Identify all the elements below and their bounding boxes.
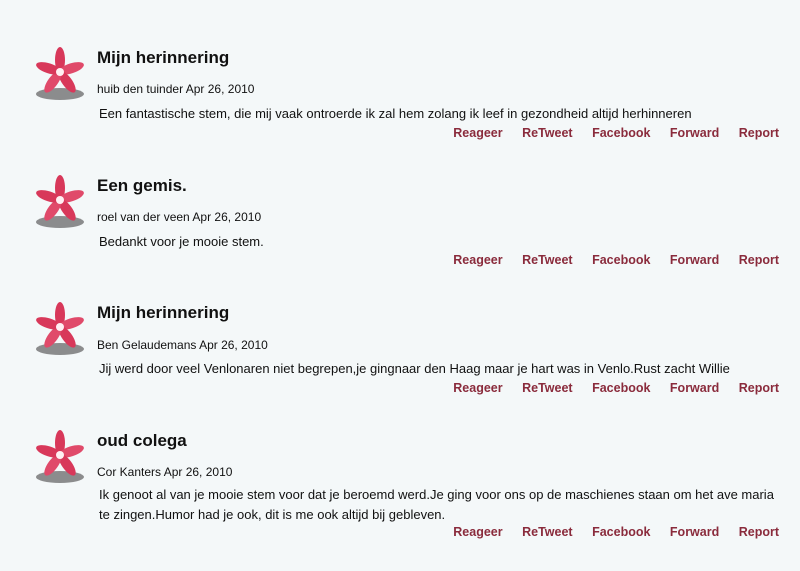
report-link[interactable]: Report [738, 126, 779, 140]
comment-meta [97, 465, 232, 479]
comment-author: roel van der veen [97, 210, 190, 224]
forward-link[interactable]: Forward [669, 525, 720, 539]
comment-text: Bedankt voor je mooie stem. [99, 234, 264, 249]
retweet-link[interactable]: ReTweet [522, 381, 573, 395]
comment-title: oud colega [97, 431, 187, 450]
flower-avatar-icon [30, 172, 90, 232]
comment-author: Ben Gelaudemans [97, 338, 197, 352]
facebook-link[interactable]: Facebook [592, 381, 651, 395]
report-link[interactable]: Report [738, 525, 779, 539]
comment-actions [437, 126, 779, 140]
comment-title: Mijn herinnering [97, 48, 230, 67]
reply-link[interactable]: Reageer [453, 525, 503, 539]
forward-link[interactable]: Forward [669, 126, 720, 140]
facebook-link[interactable]: Facebook [592, 525, 651, 539]
retweet-link[interactable]: ReTweet [522, 126, 573, 140]
comment-date: Apr 26, 2010 [185, 82, 255, 96]
flower-avatar-icon [30, 44, 90, 104]
flower-avatar-icon [30, 427, 90, 487]
facebook-link[interactable]: Facebook [592, 126, 651, 140]
comment-text: Ik genoot al van je mooie stem voor dat je beroemd werd.Je ging voor ons op de maschienes staan om het ave maria te zingen.Humor had je ook, dit is me ook altijd bij gebleven. [99, 487, 774, 522]
comment-meta [97, 82, 254, 96]
retweet-link[interactable]: ReTweet [522, 525, 573, 539]
report-link[interactable]: Report [738, 253, 779, 267]
forward-link[interactable]: Forward [669, 381, 720, 395]
reply-link[interactable]: Reageer [453, 253, 503, 267]
comment-meta [97, 210, 261, 224]
reply-link[interactable]: Reageer [453, 126, 503, 140]
comment-actions [437, 525, 779, 539]
flower-avatar-icon [30, 299, 90, 359]
comment-actions [437, 381, 779, 395]
retweet-link[interactable]: ReTweet [522, 253, 573, 267]
comment-text: Jij werd door veel Venlonaren niet begrepen,je gingnaar den Haag maar je hart was in Venlo.Rust zacht Willie [99, 361, 730, 376]
comment-author: huib den tuinder [97, 82, 184, 96]
comment-text: Een fantastische stem, die mij vaak ontroerde ik zal hem zolang ik leef in gezondheid altijd herhinneren [99, 106, 692, 121]
facebook-link[interactable]: Facebook [592, 253, 651, 267]
comment-actions [437, 253, 779, 267]
comment-title: Mijn herinnering [97, 303, 230, 322]
comment-date: Apr 26, 2010 [199, 338, 268, 352]
report-link[interactable]: Report [738, 381, 779, 395]
reply-link[interactable]: Reageer [453, 381, 503, 395]
comment-date: Apr 26, 2010 [192, 210, 262, 224]
forward-link[interactable]: Forward [669, 253, 720, 267]
comment-date: Apr 26, 2010 [163, 465, 233, 479]
comment-title: Een gemis. [97, 176, 187, 195]
comment-meta [97, 338, 268, 352]
comment-author: Cor Kanters [97, 465, 162, 479]
